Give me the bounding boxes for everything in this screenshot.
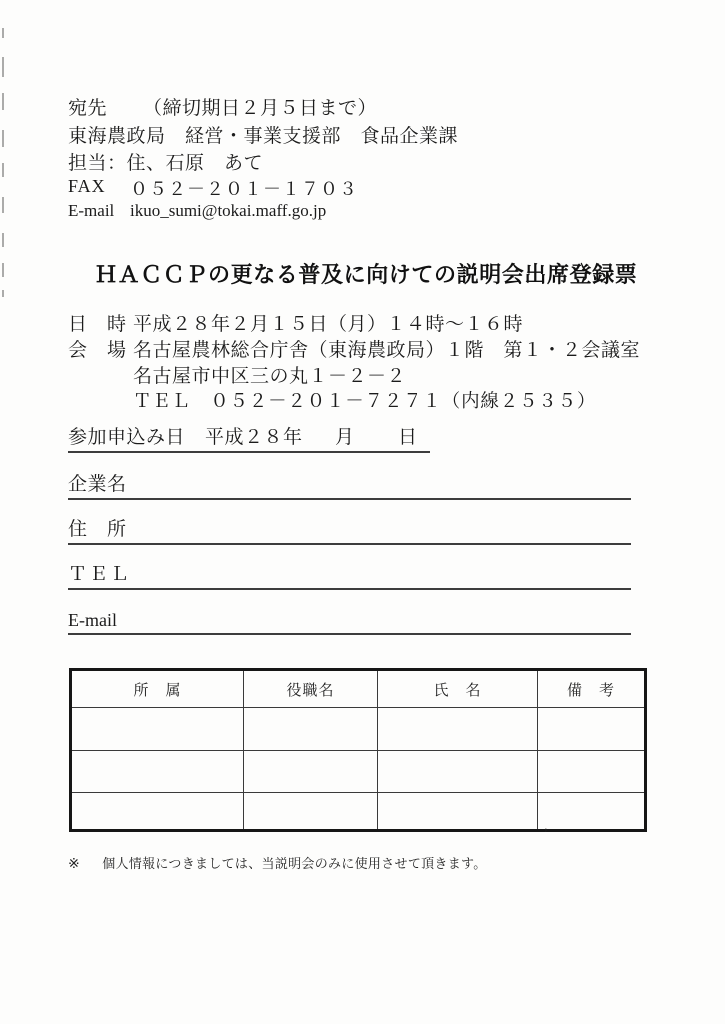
attendee-table [69,668,647,832]
table-cell-empty [378,708,538,751]
tel-field [68,562,631,590]
document-title: ＨＡＣＣＰの更なる普及に向けての説明会出席登録票 [95,262,638,287]
recipient-email-label: E-mail [68,201,115,220]
recipient-to-label: 宛先 [68,98,108,119]
table-cell-empty [71,793,244,831]
email-field [68,608,631,635]
datetime-label: 日 時 [68,314,127,335]
scan-artifact-dash [2,93,4,110]
month-label: 月 [335,427,355,448]
column-header-remarks: 備 考 [538,670,646,708]
attendee-table-row [71,793,646,831]
table-cell-empty [378,793,538,831]
venue-label: 会 場 [68,340,127,361]
attendee-table-row [71,751,646,793]
venue-tel: ＴＥＬ ０５２－２０１－７２７１（内線２５３５） [133,390,597,411]
column-header-position: 役職名 [244,670,378,708]
scan-artifact-dash [2,163,4,177]
scan-artifact-dash [2,28,4,38]
venue-value: 名古屋農林総合庁舎（東海農政局）１階 第１・２会議室 [133,340,641,361]
attendee-table-row [71,708,646,751]
scan-artifact-dash [2,57,4,77]
fax-label: FAX [68,176,106,196]
table-cell-empty [244,751,378,793]
column-header-affiliation: 所 属 [71,670,244,708]
footnote-marker: ※ [68,855,80,871]
recipient-email-address: ikuo_sumi@tokai.maff.go.jp [130,201,327,220]
fax-number: ０５２－２０１－１７０３ [130,179,358,199]
company-name-field [68,471,631,500]
deadline-note: （締切期日２月５日まで） [143,98,378,119]
attendee-table-header-row [71,670,646,708]
table-cell-empty [538,751,646,793]
datetime-value: 平成２８年２月１５日（月）１４時～１６時 [133,314,524,335]
scan-artifact-dash [2,130,4,147]
email-field-label: E-mail [68,610,117,630]
recipient-organization: 東海農政局 経営・事業支援部 食品企業課 [68,126,459,147]
address-label: 住 所 [68,519,127,540]
application-date-field [68,424,430,453]
table-cell-empty [538,708,646,751]
scan-artifact-speck: , [544,818,548,833]
application-date-label: 参加申込み日 [68,427,186,448]
scan-artifact-dash [2,263,4,277]
address-field [68,517,631,545]
table-cell-empty [538,793,646,831]
table-cell-empty [244,708,378,751]
scan-artifact-dash [2,233,4,247]
privacy-footnote [68,853,487,873]
scan-artifact-dash [2,290,4,297]
day-label: 日 [398,427,418,448]
footnote-text: 個人情報につきましては、当説明会のみに使用させて頂きます。 [102,856,487,871]
company-label: 企業名 [68,474,127,495]
column-header-name: 氏 名 [378,670,538,708]
venue-address: 名古屋市中区三の丸１－２－２ [133,366,407,387]
table-cell-empty [71,708,244,751]
application-year: 平成２８年 [205,427,303,448]
recipient-contact: 担当：住、石原 あて [68,153,264,174]
table-cell-empty [244,793,378,831]
table-cell-empty [71,751,244,793]
scan-artifact-dash [2,197,4,213]
tel-label: ＴＥＬ [68,564,132,585]
table-cell-empty [378,751,538,793]
